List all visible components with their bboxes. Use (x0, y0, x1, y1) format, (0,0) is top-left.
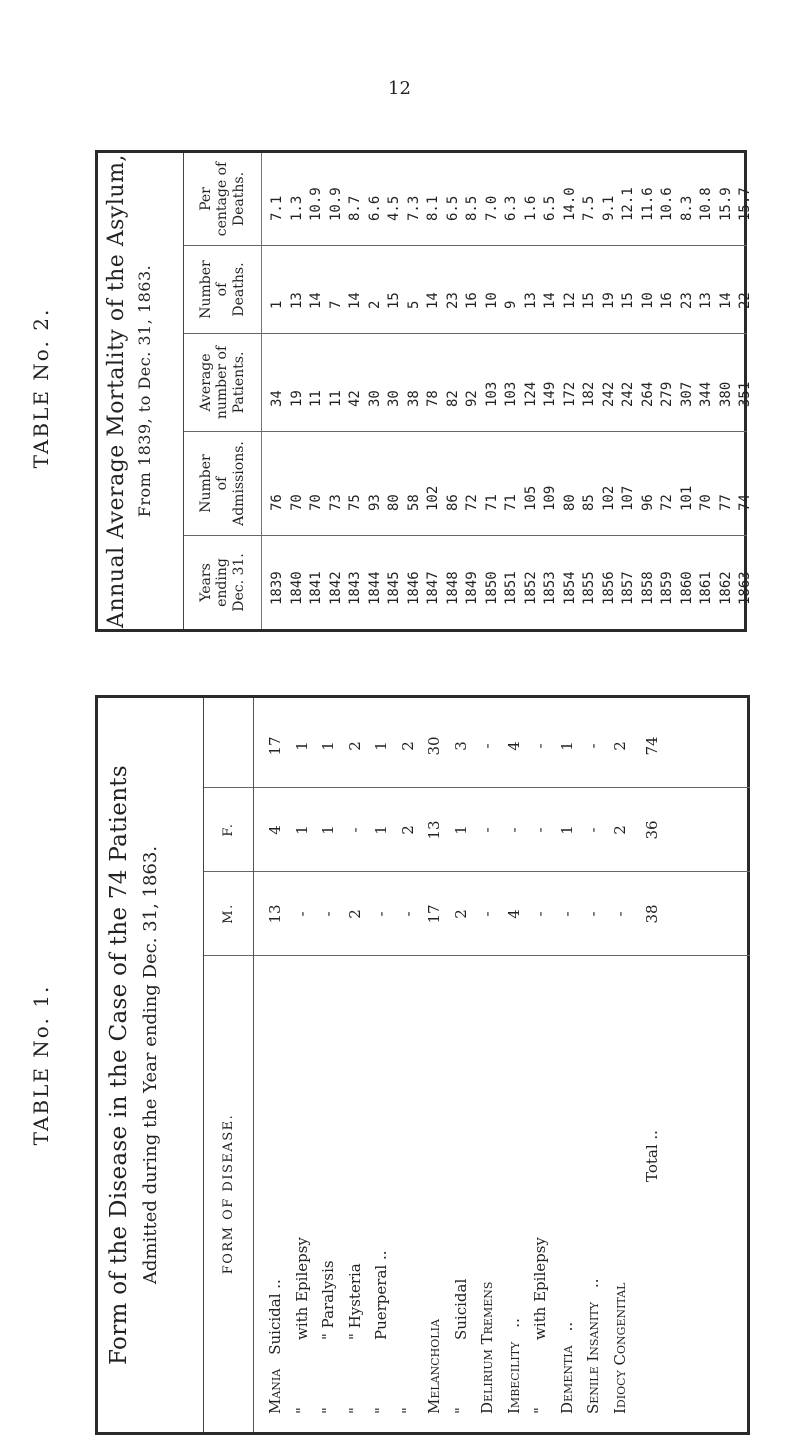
row-label: "Suicidal (451, 1278, 470, 1414)
cell-percent: 10.6 (659, 187, 675, 221)
cell-t: 30 (425, 736, 443, 756)
cell-m: - (372, 911, 390, 917)
header-deaths: Number of Deaths. (184, 246, 262, 333)
cell-f: - (345, 827, 364, 833)
cell-average: 30 (366, 390, 383, 407)
cell-percent: 8.3 (678, 195, 695, 221)
table-1 (29, 680, 750, 1435)
cell-deaths: 14 (308, 292, 324, 309)
table-row (262, 698, 289, 1432)
column-admissions (184, 432, 753, 536)
table-1-body (254, 698, 750, 1432)
cell-years: 1848 (444, 571, 461, 605)
cell-average: 78 (425, 390, 441, 407)
cell-admissions: 109 (542, 485, 558, 511)
cell-deaths: 12 (561, 292, 578, 309)
cell-years: 1863 (737, 571, 753, 605)
table-2-label: TABLE No. 2. (29, 307, 53, 469)
table-row (342, 698, 369, 1432)
cell-percent: 1.6 (522, 195, 539, 221)
table-1-label: TABLE No. 1. (29, 984, 53, 1146)
table-row (554, 698, 581, 1432)
cell-admissions: 72 (659, 494, 675, 511)
cell-admissions: 77 (717, 494, 734, 511)
table-row (527, 698, 554, 1432)
cell-years: 1851 (503, 571, 519, 605)
cell-average: 242 (620, 381, 636, 407)
cell-admissions: 76 (269, 494, 285, 511)
cell-years: 1856 (600, 571, 617, 605)
cell-years: 1844 (366, 571, 383, 605)
cell-percent: 7.5 (581, 195, 597, 221)
table-row (448, 698, 475, 1432)
cell-m: - (531, 911, 549, 917)
row-label: " (398, 1407, 417, 1414)
cell-f: 1 (372, 825, 390, 835)
table-row (607, 698, 634, 1432)
table-row (289, 698, 316, 1432)
column-percent (184, 153, 753, 246)
cell-admissions: 58 (405, 494, 422, 511)
cell-t: 17 (266, 736, 284, 756)
cell-average: 30 (386, 390, 402, 407)
cell-admissions: 101 (678, 485, 695, 511)
cell-t: 4 (504, 741, 523, 751)
cell-deaths: 23 (678, 292, 695, 309)
cell-deaths: 1 (269, 300, 285, 309)
cell-admissions: 80 (386, 494, 402, 511)
cell-average: 124 (522, 381, 539, 407)
cell-t: - (478, 743, 496, 749)
cell-average: 11 (327, 390, 344, 407)
cell-deaths: 19 (600, 292, 617, 309)
cell-t: 74 (643, 736, 661, 756)
cell-average: 92 (464, 390, 480, 407)
cell-years: 1854 (561, 571, 578, 605)
cell-average: 103 (483, 381, 500, 407)
cell-percent: 7.3 (405, 195, 422, 221)
cell-admissions: 75 (347, 494, 363, 511)
cell-years: 1846 (405, 571, 422, 605)
cell-t: 1 (557, 741, 576, 751)
cell-f: 1 (557, 825, 576, 835)
cell-t: 1 (372, 741, 390, 751)
cell-f: 4 (266, 825, 284, 835)
cell-percent: 10.8 (698, 187, 714, 221)
cell-percent: 8.1 (425, 195, 441, 221)
cell-average: 11 (308, 390, 324, 407)
cell-m: 38 (643, 904, 661, 924)
table-row (474, 698, 501, 1432)
cell-deaths: 15 (581, 292, 597, 309)
cell-deaths: 2 (366, 300, 383, 309)
cell-admissions: 73 (327, 494, 344, 511)
column-average (184, 334, 753, 432)
cell-deaths: 9 (503, 300, 519, 309)
cell-average: 42 (347, 390, 363, 407)
table-1-title: Form of the Disease in the Case of the 74 Patients (106, 765, 132, 1365)
cell-years: 1840 (288, 571, 305, 605)
cell-f: 1 (292, 825, 311, 835)
cell-f: 2 (398, 825, 417, 835)
row-label: ManiaSuicidal .. (266, 1279, 284, 1414)
cell-percent: 15.7 (737, 187, 753, 221)
table-row (395, 698, 422, 1432)
cell-admissions: 102 (600, 485, 617, 511)
cell-percent: 14.0 (561, 187, 578, 221)
cell-m: - (584, 911, 602, 917)
row-label: Idiocy Congenital (610, 1282, 629, 1414)
cell-t: 2 (345, 741, 364, 751)
cell-percent: 6.3 (503, 195, 519, 221)
header-total (204, 704, 253, 788)
cell-admissions: 71 (503, 494, 519, 511)
cell-f: - (584, 827, 602, 833)
row-label: Imbecility.. (504, 1318, 523, 1414)
table-2-subtitle: From 1839, to Dec. 31, 1863. (135, 264, 154, 518)
header-admissions: Number of Admissions. (184, 432, 262, 535)
cell-admissions: 70 (698, 494, 714, 511)
cell-f: 36 (643, 820, 661, 840)
cell-years: 1842 (327, 571, 344, 605)
cell-m: - (610, 911, 629, 917)
cell-deaths: 13 (698, 292, 714, 309)
header-average: Average number of Patients. (184, 334, 262, 431)
column-deaths (184, 246, 753, 334)
table-row (368, 698, 395, 1432)
cell-percent: 11.6 (639, 187, 656, 221)
cell-average: 19 (288, 390, 305, 407)
cell-admissions: 96 (639, 494, 656, 511)
cell-deaths: 13 (288, 292, 305, 309)
table-1-header-row (204, 698, 254, 1432)
page-number: 12 (388, 78, 411, 99)
cell-t: - (584, 743, 602, 749)
header-female: F. (204, 788, 253, 872)
cell-percent: 6.5 (444, 195, 461, 221)
row-label: "with Epilepsy (292, 1237, 311, 1414)
cell-deaths: 15 (386, 292, 402, 309)
cell-average: 34 (269, 390, 285, 407)
row-label: "" Hysteria (345, 1263, 364, 1414)
cell-percent: 15.9 (717, 187, 734, 221)
cell-deaths: 14 (347, 292, 363, 309)
row-label: "" Paralysis (319, 1260, 337, 1414)
table-row (421, 698, 448, 1432)
cell-m: 13 (266, 904, 284, 924)
table-2 (29, 144, 753, 632)
cell-deaths: 16 (659, 292, 675, 309)
cell-m: - (292, 911, 311, 917)
cell-deaths: 13 (522, 292, 539, 309)
cell-years: 1858 (639, 571, 656, 605)
row-label: Melancholia (425, 1319, 443, 1414)
cell-years: 1853 (542, 571, 558, 605)
cell-m: - (398, 911, 417, 917)
cell-average: 82 (444, 390, 461, 407)
cell-average: 279 (659, 381, 675, 407)
cell-average: 182 (581, 381, 597, 407)
cell-deaths: 7 (327, 300, 344, 309)
table-row (580, 698, 607, 1432)
cell-f: - (478, 827, 496, 833)
cell-average: 351 (737, 381, 753, 407)
cell-years: 1861 (698, 571, 714, 605)
cell-deaths: 10 (639, 292, 656, 309)
row-label: "Puerperal .. (372, 1250, 390, 1414)
cell-average: 103 (503, 381, 519, 407)
cell-percent: 10.9 (308, 187, 324, 221)
cell-years: 1839 (269, 571, 285, 605)
cell-f: 13 (425, 820, 443, 840)
cell-years: 1841 (308, 571, 324, 605)
row-label: Dementia.. (557, 1321, 576, 1414)
cell-years: 1849 (464, 571, 480, 605)
cell-percent: 7.0 (483, 195, 500, 221)
cell-admissions: 93 (366, 494, 383, 511)
cell-years: 1847 (425, 571, 441, 605)
table-2-title-block (98, 153, 184, 629)
cell-years: 1843 (347, 571, 363, 605)
cell-average: 149 (542, 381, 558, 407)
header-percent: Per centage of Deaths. (184, 153, 262, 245)
cell-t: 1 (319, 741, 337, 751)
cell-average: 264 (639, 381, 656, 407)
cell-admissions: 70 (288, 494, 305, 511)
cell-deaths: 15 (620, 292, 636, 309)
cell-deaths: 22 (737, 292, 753, 309)
cell-admissions: 102 (425, 485, 441, 511)
cell-average: 380 (717, 381, 734, 407)
cell-admissions: 74 (737, 494, 753, 511)
cell-deaths: 14 (717, 292, 734, 309)
cell-years: 1859 (659, 571, 675, 605)
cell-deaths: 5 (405, 300, 422, 309)
table-1-frame (95, 695, 750, 1435)
row-label: Senile Insanity.. (584, 1278, 602, 1414)
cell-t: 3 (451, 741, 470, 751)
row-label: "with Epilepsy (531, 1237, 549, 1414)
total-row (639, 698, 666, 1432)
cell-years: 1862 (717, 571, 734, 605)
table-2-frame (95, 150, 753, 632)
cell-admissions: 85 (581, 494, 597, 511)
row-label: Delirium Tremens (478, 1281, 496, 1414)
cell-percent: 1.3 (288, 195, 305, 221)
cell-years: 1852 (522, 571, 539, 605)
cell-deaths: 16 (464, 292, 480, 309)
cell-f: 2 (610, 825, 629, 835)
table-row (501, 698, 528, 1432)
cell-m: - (557, 911, 576, 917)
cell-t: 2 (398, 741, 417, 751)
column-years (184, 536, 753, 629)
cell-f: 1 (319, 825, 337, 835)
cell-percent: 4.5 (386, 195, 402, 221)
cell-deaths: 14 (425, 292, 441, 309)
cell-years: 1850 (483, 571, 500, 605)
cell-average: 344 (698, 381, 714, 407)
cell-years: 1855 (581, 571, 597, 605)
cell-admissions: 86 (444, 494, 461, 511)
cell-admissions: 105 (522, 485, 539, 511)
header-male: M. (204, 872, 253, 956)
cell-admissions: 72 (464, 494, 480, 511)
cell-percent: 9.1 (600, 195, 617, 221)
table-2-title: Annual Average Mortality of the Asylum, (104, 154, 129, 628)
cell-percent: 12.1 (620, 187, 636, 221)
cell-m: 2 (451, 909, 470, 919)
table-2-grid (184, 153, 753, 629)
cell-m: 17 (425, 904, 443, 924)
cell-m: - (319, 911, 337, 917)
table-1-subtitle: Admitted during the Year ending Dec. 31, 1863. (140, 845, 161, 1285)
row-label: Total .. (643, 1130, 661, 1182)
cell-years: 1845 (386, 571, 402, 605)
cell-average: 307 (678, 381, 695, 407)
cell-m: 2 (345, 909, 364, 919)
cell-t: - (531, 743, 549, 749)
cell-m: 4 (504, 909, 523, 919)
cell-average: 242 (600, 381, 617, 407)
table-row (315, 698, 342, 1432)
cell-deaths: 10 (483, 292, 500, 309)
header-form-of-disease: FORM OF DISEASE. (221, 1113, 236, 1275)
cell-deaths: 14 (542, 292, 558, 309)
header-years: Years ending Dec. 31. (184, 536, 262, 629)
cell-f: - (504, 827, 523, 833)
cell-admissions: 107 (620, 485, 636, 511)
cell-years: 1857 (620, 571, 636, 605)
cell-admissions: 70 (308, 494, 324, 511)
cell-admissions: 71 (483, 494, 500, 511)
cell-percent: 8.7 (347, 195, 363, 221)
cell-t: 2 (610, 741, 629, 751)
cell-percent: 6.6 (366, 195, 383, 221)
cell-percent: 8.5 (464, 195, 480, 221)
cell-percent: 10.9 (327, 187, 344, 221)
cell-t: 1 (292, 741, 311, 751)
cell-average: 38 (405, 390, 422, 407)
cell-deaths: 23 (444, 292, 461, 309)
cell-percent: 6.5 (542, 195, 558, 221)
table-1-title-block (98, 698, 204, 1432)
cell-percent: 7.1 (269, 195, 285, 221)
cell-average: 172 (561, 381, 578, 407)
cell-m: - (478, 911, 496, 917)
cell-admissions: 80 (561, 494, 578, 511)
cell-years: 1860 (678, 571, 695, 605)
cell-f: - (531, 827, 549, 833)
cell-f: 1 (451, 825, 470, 835)
